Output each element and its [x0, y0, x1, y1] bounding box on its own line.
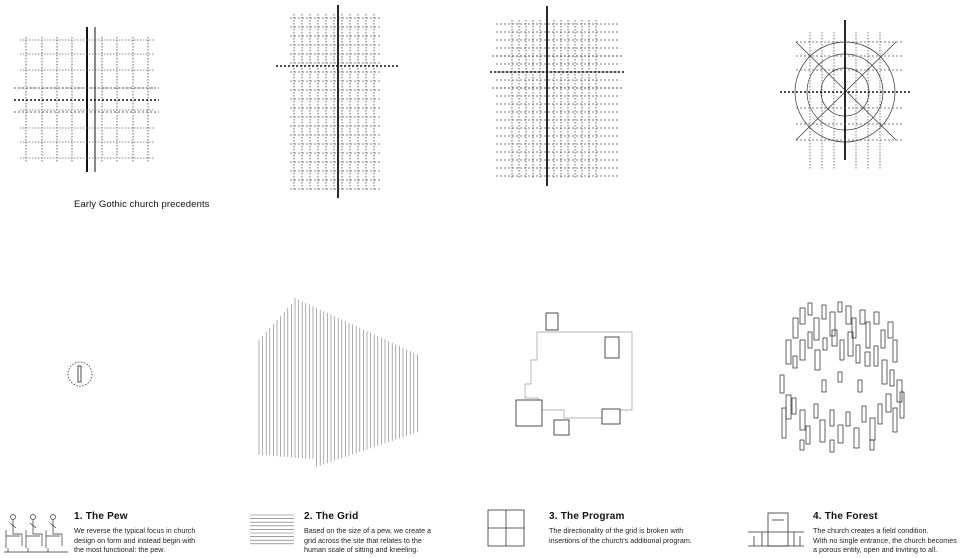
step-pew — [74, 511, 244, 555]
step-grid-line: Based on the size of a pew, we create a — [304, 526, 432, 535]
step-program-line: The directionality of the grid is broken with — [549, 526, 684, 535]
precedents-caption: Early Gothic church precedents — [74, 199, 210, 210]
step-grid-title: 2. The Grid — [304, 511, 359, 522]
step-forest-line: The church creates a field condition. — [813, 526, 929, 535]
step-pew-title: 1. The Pew — [74, 511, 128, 522]
step-program-title: 3. The Program — [549, 511, 625, 522]
step-forest-title: 4. The Forest — [813, 511, 878, 522]
step-forest — [813, 511, 977, 555]
step-forest-line: With no single entrance, the church becomes — [813, 535, 957, 545]
step-pew-line: design on form and instead begin with — [74, 535, 196, 545]
step-forest-line: a porous entity, open and inviting to all. — [813, 545, 938, 555]
step-program-line: insertions of the church's additional program. — [549, 535, 692, 545]
step-grid-line: human scale of sitting and kneeling. — [304, 545, 419, 555]
step-program — [549, 511, 739, 545]
step-pew-line: the most functional: the pew. — [74, 545, 166, 555]
step-pew-line: We reverse the typical focus in church — [74, 526, 196, 535]
step-grid-line: grid across the site that relates to the — [304, 535, 422, 545]
step-grid — [304, 511, 474, 555]
